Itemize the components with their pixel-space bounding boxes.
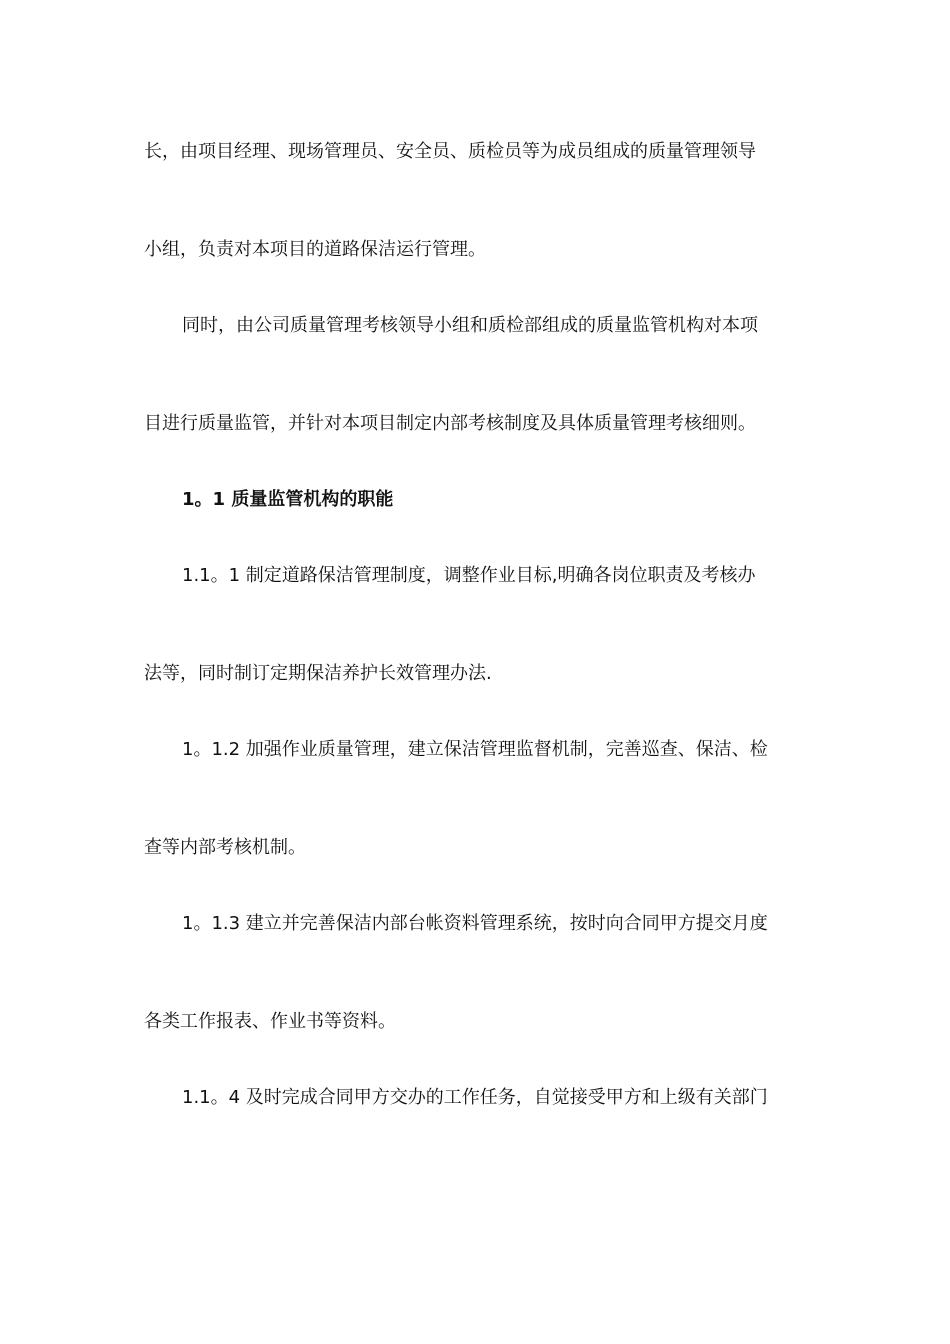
paragraph-line-7: 法等，同时制订定期保洁养护长效管理办法.	[144, 663, 492, 684]
paragraph-line-9: 查等内部考核机制。	[144, 837, 306, 858]
paragraph-line-3: 同时，由公司质量管理考核领导小组和质检部组成的质量监管机构对本项	[182, 315, 758, 336]
paragraph-line-4: 目进行质量监管，并针对本项目制定内部考核制度及具体质量管理考核细则。	[144, 413, 756, 434]
section-heading: 1。1 质量监管机构的职能	[182, 489, 394, 510]
paragraph-line-1: 长，由项目经理、现场管理员、安全员、质检员等为成员组成的质量管理领导	[144, 141, 756, 162]
paragraph-line-10: 1。1.3 建立并完善保洁内部台帐资料管理系统，按时向合同甲方提交月度	[182, 913, 768, 934]
paragraph-line-12: 1.1。4 及时完成合同甲方交办的工作任务，自觉接受甲方和上级有关部门	[182, 1087, 768, 1108]
paragraph-line-6: 1.1。1 制定道路保洁管理制度，调整作业目标,明确各岗位职责及考核办	[182, 565, 756, 586]
paragraph-line-11: 各类工作报表、作业书等资料。	[144, 1011, 396, 1032]
paragraph-line-8: 1。1.2 加强作业质量管理，建立保洁管理监督机制，完善巡查、保洁、检	[182, 739, 768, 760]
paragraph-line-2: 小组，负责对本项目的道路保洁运行管理。	[144, 239, 486, 260]
